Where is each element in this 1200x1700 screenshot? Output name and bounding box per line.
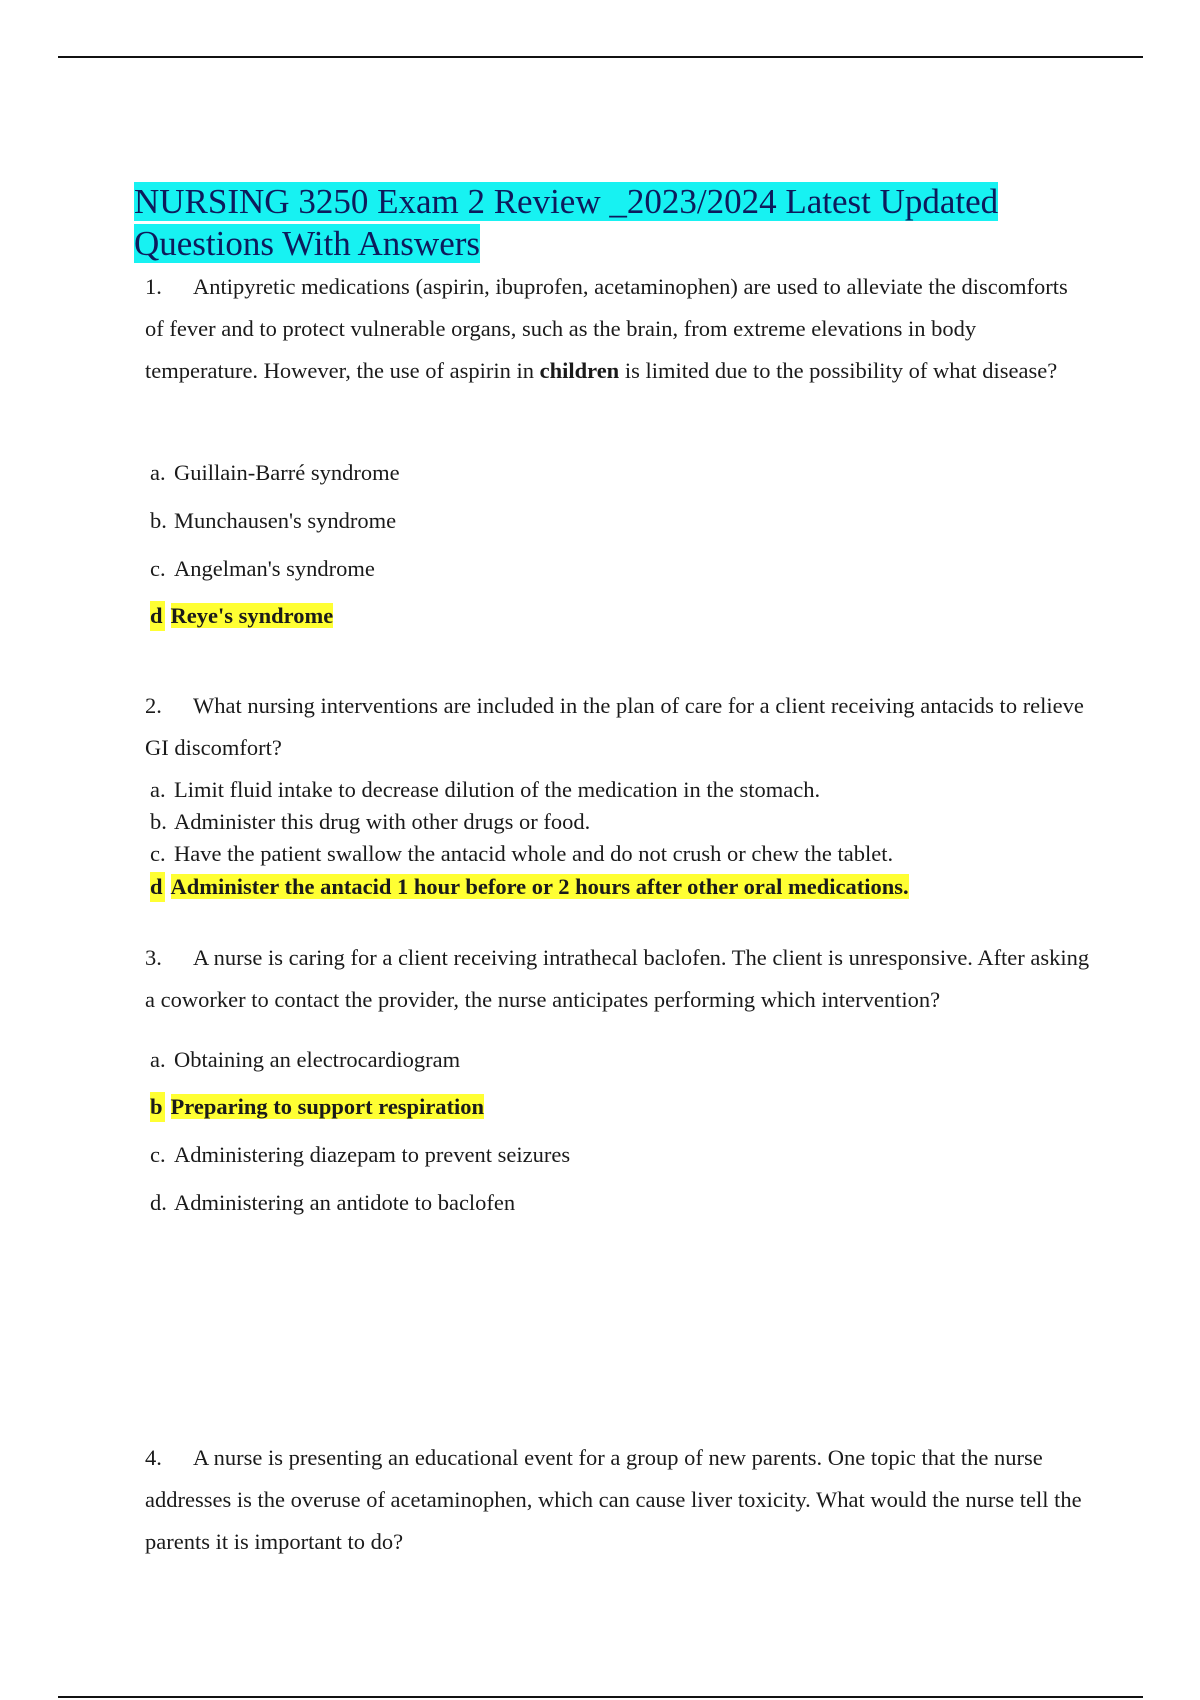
question-number: 2. <box>145 693 162 718</box>
document-title: NURSING 3250 Exam 2 Review _2023/2024 Latest Updated Questions With Answers <box>134 182 999 263</box>
option-1d-answer: d Reye's syndrome <box>150 601 333 631</box>
question-number: 3. <box>145 945 162 970</box>
question-text: Antipyretic medications (aspirin, ibuprofen, acetaminophen) are used to alleviate the discomforts of fever and to protect vulnerable organs, such as the brain, from extreme elevations in body temperature. However, the use of aspirin in <box>145 274 1068 383</box>
question-text: What nursing interventions are included in the plan of care for a client receiving antacids to relieve GI discomfort? <box>145 693 1084 760</box>
question-3 <box>145 937 1090 1021</box>
option-1b: b. Munchausen's syndrome <box>150 508 397 533</box>
bottom-rule <box>58 1696 1143 1698</box>
option-2b: b. Administer this drug with other drugs or food. <box>150 809 591 834</box>
question-1 <box>145 266 1090 392</box>
question-4 <box>145 1437 1090 1563</box>
option-3d: d. Administering an antidote to baclofen <box>150 1190 516 1215</box>
option-3b-answer: b Preparing to support respiration <box>150 1092 484 1122</box>
option-2d-answer: d Administer the antacid 1 hour before or 2 hours after other oral medications. <box>150 872 909 902</box>
question-emphasis: children <box>539 358 620 383</box>
question-number: 4. <box>145 1445 162 1470</box>
option-1c: c. Angelman's syndrome <box>150 556 375 581</box>
top-rule <box>58 56 1143 58</box>
question-text: is limited due to the possibility of what disease? <box>624 358 1058 383</box>
option-1a: a. Guillain-Barré syndrome <box>150 460 400 485</box>
question-number: 1. <box>145 274 162 299</box>
option-3c: c. Administering diazepam to prevent seizures <box>150 1142 571 1167</box>
option-3a: a. Obtaining an electrocardiogram <box>150 1047 461 1072</box>
option-2a: a. Limit fluid intake to decrease dilution of the medication in the stomach. <box>150 777 821 802</box>
question-text: A nurse is caring for a client receiving intrathecal baclofen. The client is unresponsive. After asking a coworker to contact the provider, the nurse anticipates performing which intervention? <box>145 945 1090 1012</box>
question-2 <box>145 685 1090 769</box>
option-2c: c. Have the patient swallow the antacid whole and do not crush or chew the tablet. <box>150 841 894 866</box>
question-text: A nurse is presenting an educational event for a group of new parents. One topic that the nurse addresses is the overuse of acetaminophen, which can cause liver toxicity. What would the nurse tell the parents it is important to do? <box>145 1445 1082 1554</box>
